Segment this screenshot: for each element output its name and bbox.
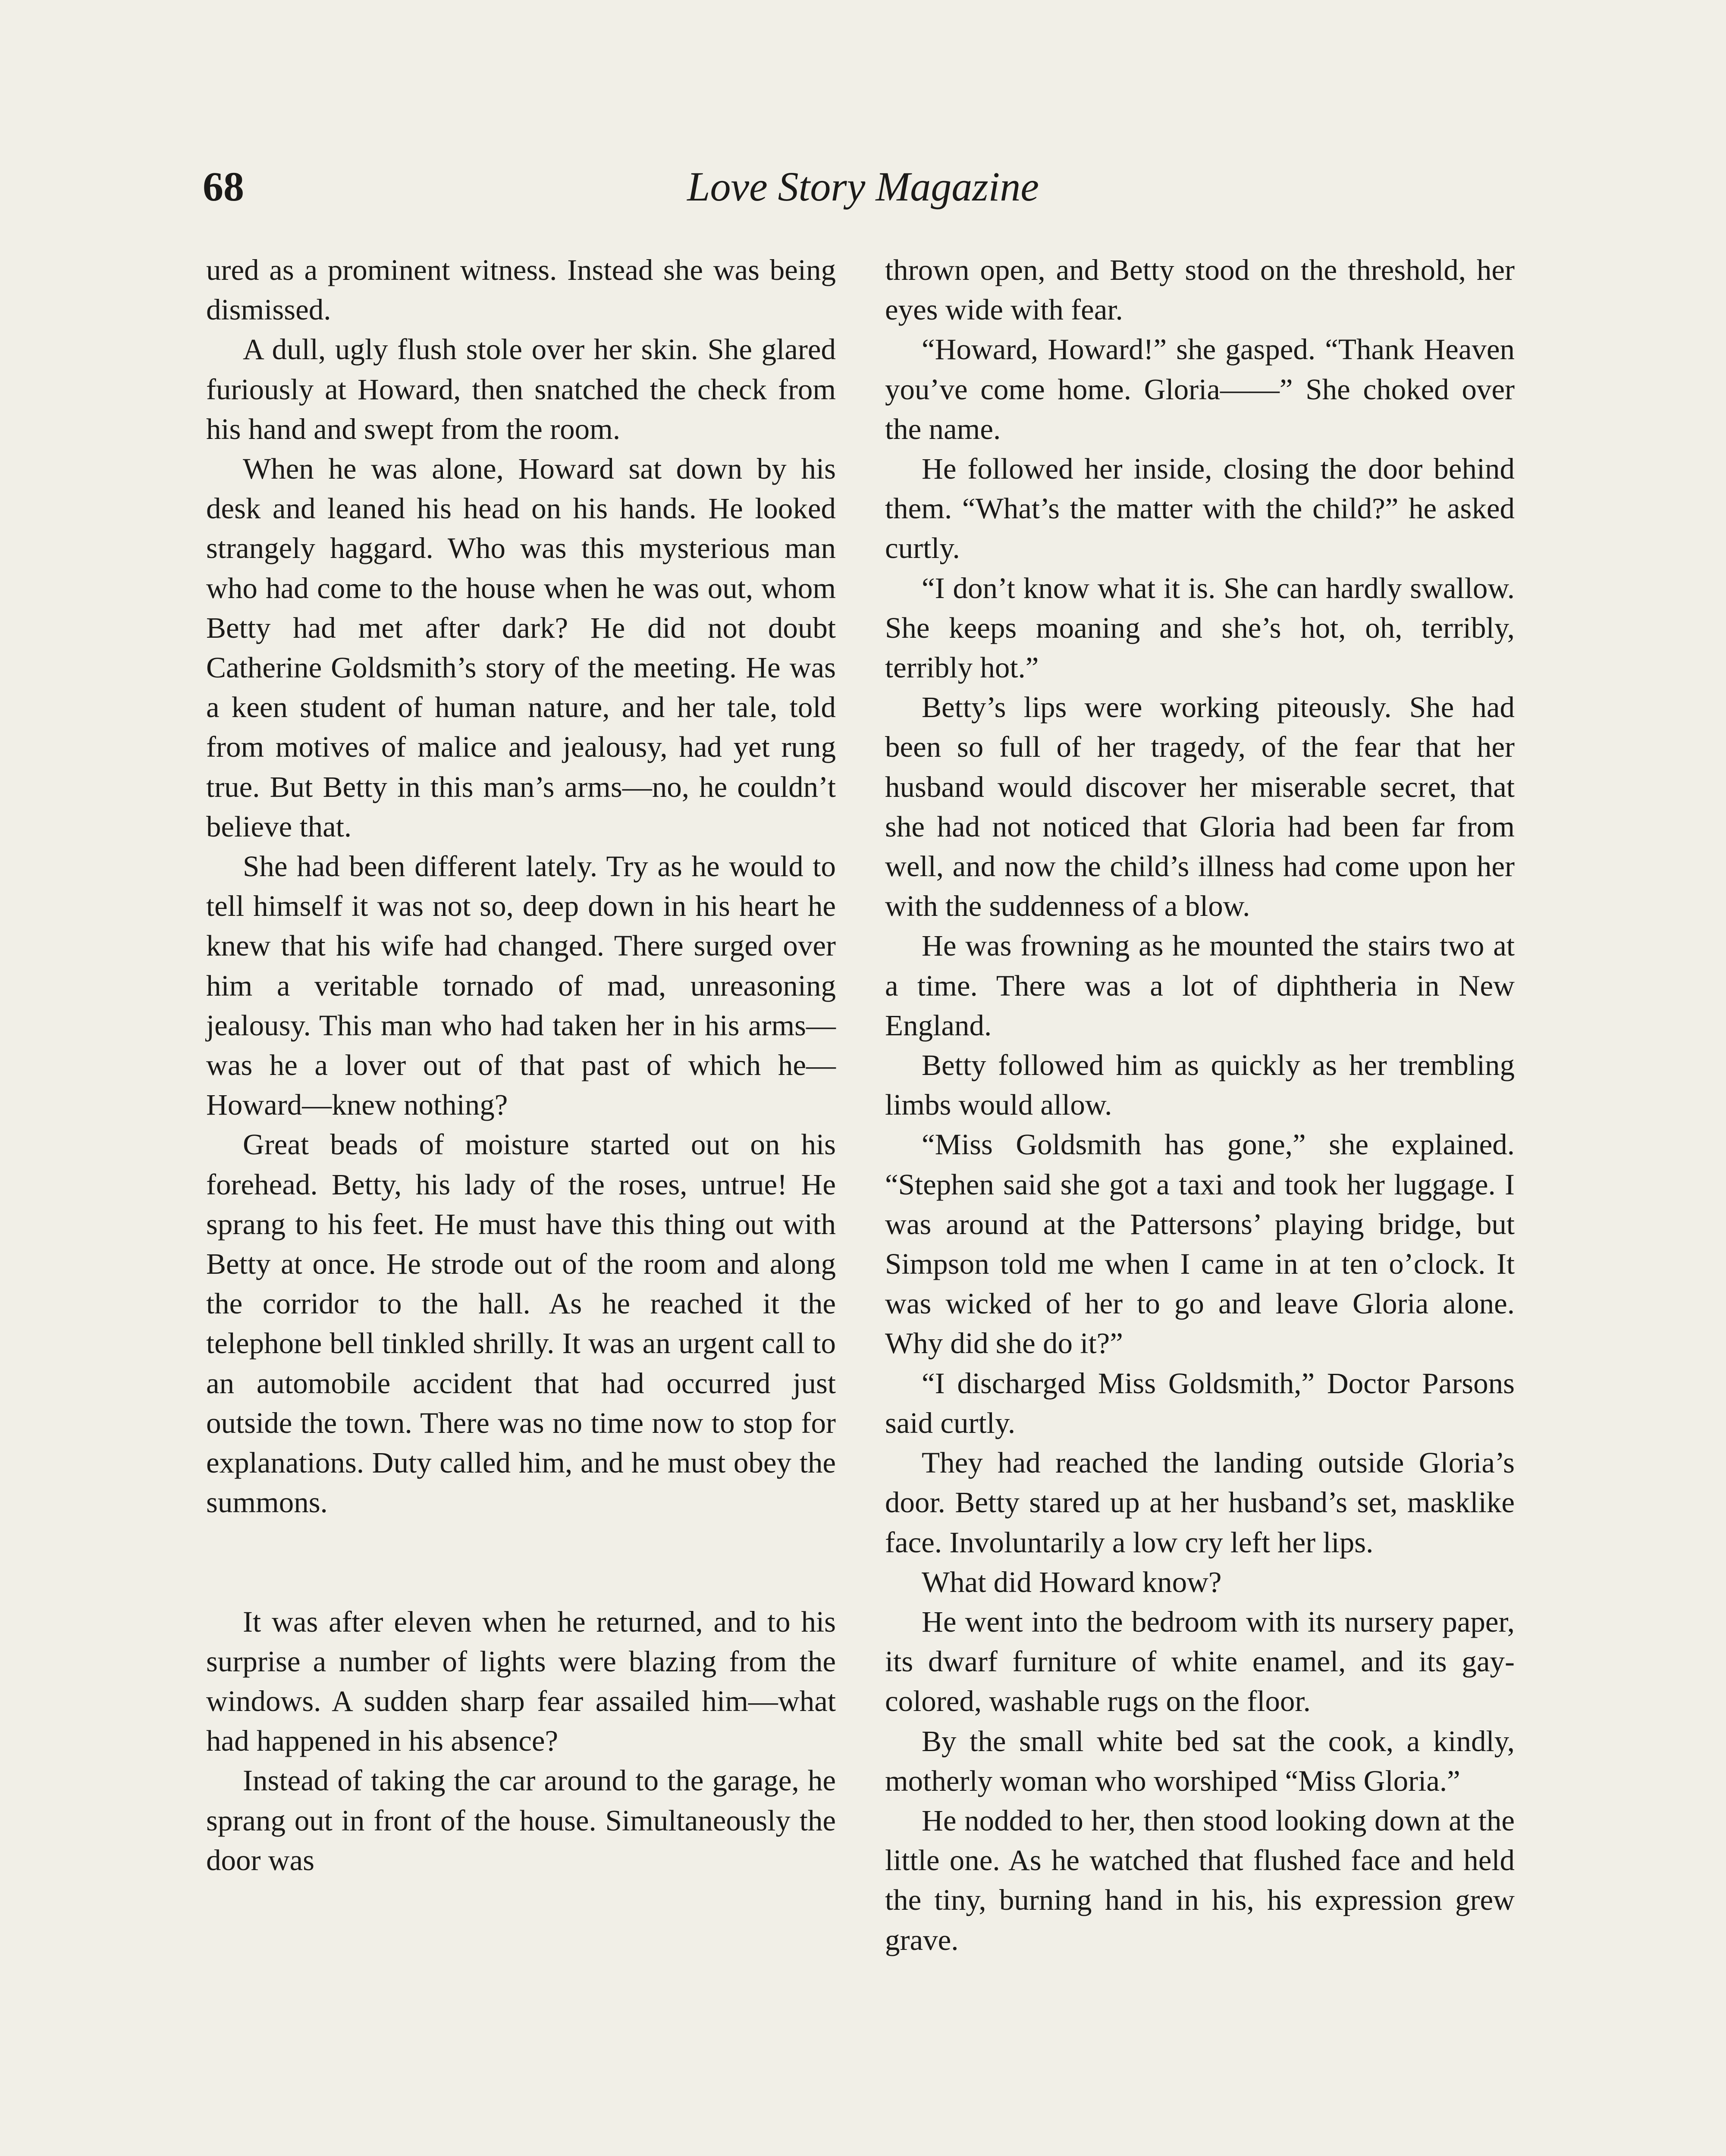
paragraph: He went into the bedroom with its nursery paper, its dwarf furniture of white enamel, and its gay-colored, washable rugs on the floor. — [885, 1605, 1515, 1718]
paragraph: “Howard, Howard!” she gasped. “Thank Heaven you’ve come home. Gloria——” She choked over the name. — [885, 333, 1515, 445]
paragraph: Great beads of moisture started out on his forehead. Betty, his lady of the roses, untrue! He sprang to his feet. He must have this thing out with Betty at once. He strode out of the room and along the corridor to the hall. As he reached it the telephone bell tinkled shrilly. It was an urgent call to an automobile accident that had occurred just outside the town. There was no time now to stop for explanations. Duty called him, and he must obey the summons. — [206, 1128, 836, 1519]
paragraph: thrown open, and Betty stood on the threshold, her eyes wide with fear. — [885, 254, 1515, 326]
right-column — [885, 250, 1515, 1960]
paragraph: He followed her inside, closing the door behind them. “What’s the matter with the child?” he asked curtly. — [885, 452, 1515, 565]
paragraph: He nodded to her, then stood looking down at the little one. As he watched that flushed face and held the tiny, burning hand in his, his expression grew grave. — [885, 1804, 1515, 1956]
paragraph: Instead of taking the car around to the garage, he sprang out in front of the house. Simultaneously the door was — [206, 1764, 836, 1877]
section-break — [206, 1523, 836, 1602]
left-column — [206, 250, 836, 1880]
paragraph: She had been different lately. Try as he would to tell himself it was not so, deep down in his heart he knew that his wife had changed. There surged over him a veritable tornado of mad, unreasoning jealousy. This man who had taken her in his arms—was he a lover out of that past of which he—Howard—knew nothing? — [206, 850, 836, 1122]
paragraph: When he was alone, Howard sat down by his desk and leaned his head on his hands. He looked strangely haggard. Who was this mysterious man who had come to the house when he was out, whom Betty had met after dark? He did not doubt Catherine Goldsmith’s story of the meeting. He was a keen student of human nature, and her tale, told from motives of malice and jealousy, had yet rung true. But Betty in this man’s arms—no, he couldn’t believe that. — [206, 452, 836, 843]
paragraph: It was after eleven when he returned, and to his surprise a number of lights were blazing from the windows. A sudden sharp fear assailed him—what had happened in his absence? — [206, 1605, 836, 1758]
paragraph: ured as a prominent witness. Instead she was being dismissed. — [206, 254, 836, 326]
paragraph: “I discharged Miss Goldsmith,” Doctor Parsons said curtly. — [885, 1366, 1515, 1439]
paragraph: They had reached the landing outside Gloria’s door. Betty stared up at her husband’s set, masklike face. Involuntarily a low cry left her lips. — [885, 1446, 1515, 1559]
paragraph: He was frowning as he mounted the stairs two at a time. There was a lot of diphtheria in New England. — [885, 929, 1515, 1042]
paragraph: “I don’t know what it is. She can hardly swallow. She keeps moaning and she’s hot, oh, terribly, terribly hot.” — [885, 571, 1515, 684]
paragraph: By the small white bed sat the cook, a kindly, motherly woman who worshiped “Miss Gloria.” — [885, 1724, 1515, 1797]
paragraph: “Miss Goldsmith has gone,” she explained. “Stephen said she got a taxi and took her luggage. I was around at the Pattersons’ playing bridge, but Simpson told me when I came in at ten o’clock. It was wicked of her to go and leave Gloria alone. Why did she do it?” — [885, 1128, 1515, 1360]
page-number: 68 — [203, 163, 244, 210]
paragraph: Betty followed him as quickly as her trembling limbs would allow. — [885, 1049, 1515, 1122]
paragraph: What did Howard know? — [922, 1565, 1222, 1598]
paragraph: A dull, ugly flush stole over her skin. She glared furiously at Howard, then snatched the check from his hand and swept from the room. — [206, 333, 836, 445]
magazine-title: Love Story Magazine — [687, 163, 1039, 210]
paragraph: Betty’s lips were working piteously. She had been so full of her tragedy, of the fear that her husband would discover her miserable secret, that she had not noticed that Gloria had been far from well, and now the child’s illness had come upon her with the suddenness of a blow. — [885, 691, 1515, 923]
